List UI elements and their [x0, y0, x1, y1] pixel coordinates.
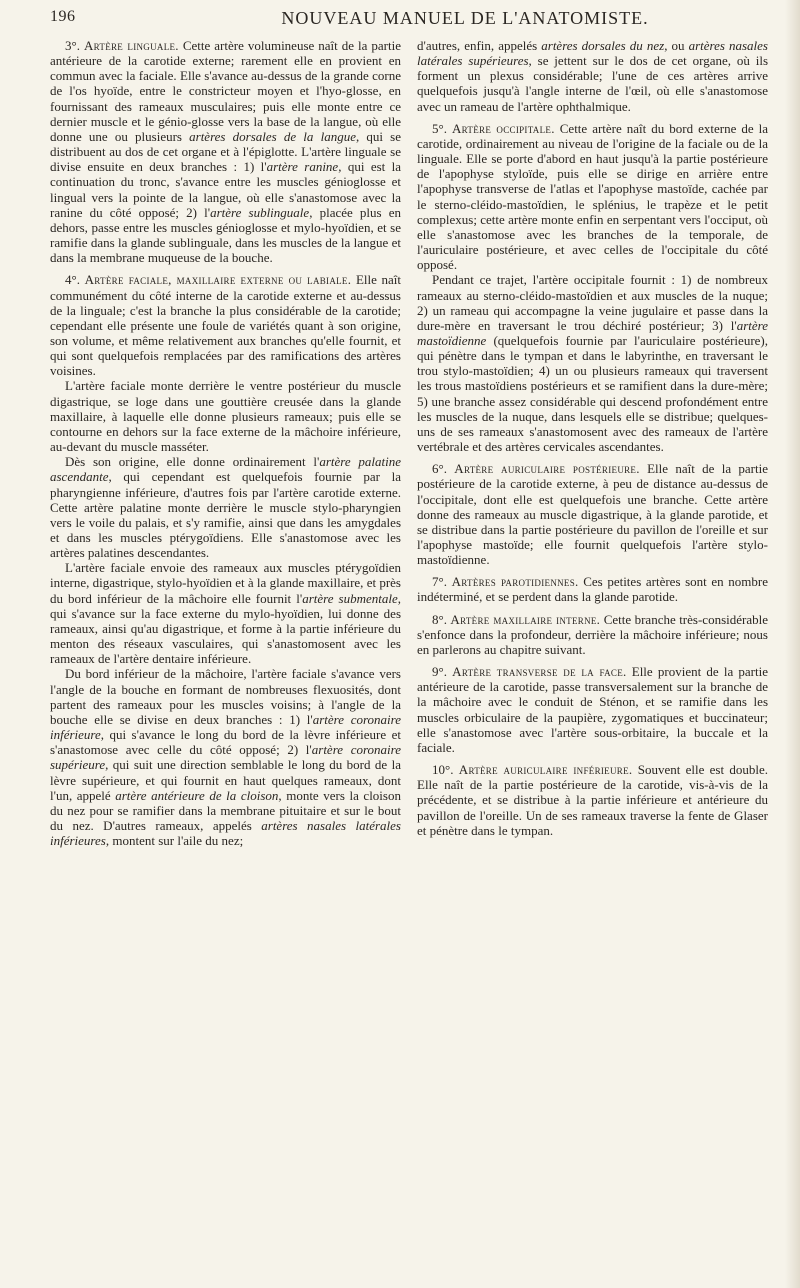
- section-8-internal-maxillary-artery: 8°. Artère maxillaire interne. Cette branche très-considérable s'enfonce dans la profondeur, derrière la mâchoire inférieure; nous en parlerons au chapitre suivant.: [417, 611, 768, 657]
- italic-term: artères dorsales du nez: [541, 38, 665, 53]
- section-number: 7°.: [432, 574, 447, 590]
- page-edge-shadow: [785, 0, 800, 1288]
- section-heading: Artère maxillaire interne.: [450, 611, 601, 627]
- section-heading: Artère linguale.: [83, 38, 179, 53]
- italic-term: artères nasales latérales supérieures: [417, 38, 768, 69]
- section-number: 5°.: [432, 120, 447, 136]
- italic-term: artère sublinguale: [210, 204, 310, 220]
- section-number: 3°.: [65, 38, 80, 53]
- italic-term: artère coronaire inférieure: [50, 711, 402, 743]
- left-column: [50, 38, 401, 848]
- paragraph: Dès son origine, elle donne ordinairement l'artère palatine ascendante, qui cependant est quelquefois fournie par la pharyngienne inférieure, d'autres fois par l'artère carotide externe. Cette artère palatine monte derrière le muscle stylo-pharyngien vers le voile du palais, et s'y ramifie, ainsi que dans les amygdales et dans les muscles ptérygoïdiens. Elle s'anastomose avec les artères palatines descendantes.: [50, 454, 401, 561]
- paragraph: Du bord inférieur de la mâchoire, l'artère faciale s'avance vers l'angle de la bouche en formant de nombreuses flexuosités, dont partent des rameaux pour les muscles voisins; à l'angle de la bouche elle se divise en deux branches : 1) l'artère coronaire inférieure, qui s'avance le long du bord de la lèvre inférieure et s'anastomose avec celle du côté opposé; 2) l'artère coronaire supérieure, qui suit une direction semblable le long du bord de la lèvre supérieure, et qui fournit en haut quelques rameaux, dont l'un, appelé artère antérieure de la cloison, monte vers la cloison du nez pour se ramifier dans la membrane pituitaire et sur le bout du nez. D'autres rameaux, appelés artères nasales latérales inférieures, montent sur l'aile du nez;: [50, 666, 402, 849]
- right-column: [417, 38, 768, 838]
- section-heading: Artères parotidiennes.: [451, 574, 579, 590]
- section-heading: Artère auriculaire inférieure.: [458, 762, 633, 778]
- italic-term: artère coronaire supérieure: [50, 742, 401, 773]
- section-10-inferior-auricular-artery: 10°. Artère auriculaire inférieure. Souvent elle est double. Elle naît de la partie postérieure de la carotide, vis-à-vis de la précédente, et se distribue à la partie inférieure et antérieure du pavillon de l'oreille. Un de ses rameaux traverse la fente de Glaser et pénètre dans le tympan.: [417, 762, 769, 838]
- section-heading: Artère faciale, maxillaire externe ou labiale.: [84, 272, 352, 288]
- italic-term: artère mastoïdienne: [417, 317, 768, 348]
- section-9-transverse-facial-artery: 9°. Artère transverse de la face. Elle provient de la partie antérieure de la carotide, passe transversalement sur la branche de la mâchoire avec le conduit de Sténon, et se ramifie dans les muscles orbiculaire de la paupière, zygomatiques et buccinateur; elle s'anastomose avec l'artère sous-orbitaire, la buccale et la faciale.: [417, 664, 769, 755]
- paragraph-continued: d'autres, enfin, appelés artères dorsales du nez, ou artères nasales latérales supérieures, se jettent sur le dos de cet organe, où ils forment un plexus considérable; l'une de ces artères arrive quelquefois jusqu'à l'angle interne de l'œil, où elle s'anastomose avec un rameau de l'artère ophthalmique.: [417, 38, 769, 114]
- italic-term: artère palatine ascendante: [50, 454, 401, 485]
- section-4-facial-artery: 4°. Artère faciale, maxillaire externe ou labiale. Elle naît communément du côté interne de la carotide externe et au-dessus de la linguale; c'est la branche la plus considérable de la carotide; cependant elle présente une foule de variétés quant à son origine, son volume, et même relativement aux branches qu'elle fournit, et qui sont quelquefois remplacées par des ramifications des artères voisines.: [50, 272, 402, 379]
- paragraph: L'artère faciale monte derrière le ventre postérieur du muscle digastrique, se loge dans une gouttière creusée dans la glande maxillaire, à laquelle elle donne plusieurs rameaux; puis elle se contourne en dehors sur la face externe de la mâchoire inférieure, au-devant du muscle masséter.: [50, 378, 401, 455]
- section-number: 4°.: [65, 272, 80, 288]
- page-header: [50, 6, 760, 32]
- paragraph: L'artère faciale envoie des rameaux aux muscles ptérygoïdien interne, digastrique, stylo-hyoïdien et à la glande maxillaire, et près du bord inférieur de la mâchoire elle fournit l'artère submentale, qui s'avance sur la face externe du mylo-hyoïdien, lui donne des rameaux, ainsi qu'au digastrique, et forme à la partie inférieure du menton des réseaux vasculaires, qui s'anastomosent avec les rameaux de l'artère dentaire inférieure.: [50, 560, 401, 667]
- italic-term: artère submentale: [302, 590, 398, 606]
- page-number: 196: [50, 8, 76, 25]
- paragraph: Pendant ce trajet, l'artère occipitale fournit : 1) de nombreux rameaux au sterno-cléido-mastoïdien et aux muscles de la nuque; 2) un rameau qui accompagne la veine jugulaire et passe dans la dure-mère en traversant le trou déchiré postérieur; 3) l'artère mastoïdienne (quelquefois fournie par l'auriculaire postérieure), qui pénètre dans le tympan et dans le labyrinthe, en traversant le trou stylo-mastoïdien; 4) un ou plusieurs rameaux qui traversent les trous mastoïdiens postérieurs et se ramifient dans la dure-mère; 5) une branche assez considérable qui descend profondément entre les muscles de la nuque, dans lesquels elle se distribue; quelques-uns de ses rameaux s'anastomosent avec des rameaux de l'artère vertébrale et des artères cervicales ascendantes.: [417, 272, 768, 455]
- section-3-lingual-artery: 3°. Artère linguale. Cette artère volumineuse naît de la partie antérieure de la carotide externe; rarement elle en provient en commun avec la faciale. Elle s'avance au-dessus de la grande corne de l'os hyoïde, entre le constricteur moyen et l'hyo-glosse, en fournissant des rameaux musculaires; puis elle monte entre ce dernier muscle et le génio-glosse vers la base de la langue, où elle donne une ou plusieurs artères dorsales de la langue, qui se distribuent au dos de cet organe et à l'épiglotte. L'artère linguale se divise ensuite en deux branches : 1) l'artère ranine, qui est la continuation du tronc, s'avance entre les muscles génioglosse et lingual vers la pointe de la langue, où elle s'anastomose avec la ranine du côté opposé; 2) l'artère sublinguale, placée plus en dehors, passe entre les muscles génioglosse et mylo-hyoïdien, et se ramifie dans la glande sublinguale, dans les muscles de la langue et dans la membrane muqueuse de la bouche.: [50, 38, 402, 266]
- italic-term: artère antérieure de la cloison: [115, 787, 279, 803]
- section-7-parotid-arteries: 7°. Artères parotidiennes. Ces petites artères sont en nombre indéterminé, et se perdent dans la glande parotide.: [417, 574, 769, 605]
- section-number: 9°.: [432, 664, 447, 680]
- section-5-occipital-artery: 5°. Artère occipitale. Cette artère naît du bord externe de la carotide, ordinairement au niveau de l'origine de la faciale ou de la linguale. Elle se porte d'abord en haut jusqu'à la partie postérieure de l'apophyse styloïde, puis elle se dirige en arrière entre l'apophyse transverse de l'atlas et l'apophyse mastoïde, cachée par le sterno-cléido-mastoïdien, le splénius, le trapèze et le petit complexus; cette artère monte enfin en serpentant vers l'occiput, où elle s'anastomose avec les branches de la temporale, de l'auriculaire postérieure, et avec celles de l'occipitale du côté opposé.: [417, 120, 769, 273]
- running-title: NOUVEAU MANUEL DE L'ANATOMISTE.: [281, 8, 649, 28]
- section-6-posterior-auricular-artery: 6°. Artère auriculaire postérieure. Elle naît de la partie postérieure de la carotide externe, à peu de distance au-dessus de l'occipitale, dont elle est quelquefois une branche. Cette artère donne des rameaux au muscle digastrique, à la glande parotide, et se distribue dans la partie postérieure du pavillon de l'oreille et sur l'apophyse mastoïde; elle fournit quelquefois l'artère stylo-mastoïdienne.: [417, 461, 768, 568]
- section-heading: Artère auriculaire postérieure.: [454, 461, 640, 477]
- section-number: 6°.: [432, 461, 447, 477]
- section-number: 8°.: [432, 611, 447, 627]
- section-heading: Artère occipitale.: [451, 120, 555, 136]
- italic-term: artère ranine: [266, 159, 339, 175]
- section-heading: Artère transverse de la face.: [452, 664, 627, 680]
- italic-term: artères nasales latérales inférieures: [50, 817, 401, 849]
- section-number: 10°.: [432, 762, 454, 778]
- italic-term: artères dorsales de la langue: [189, 128, 356, 144]
